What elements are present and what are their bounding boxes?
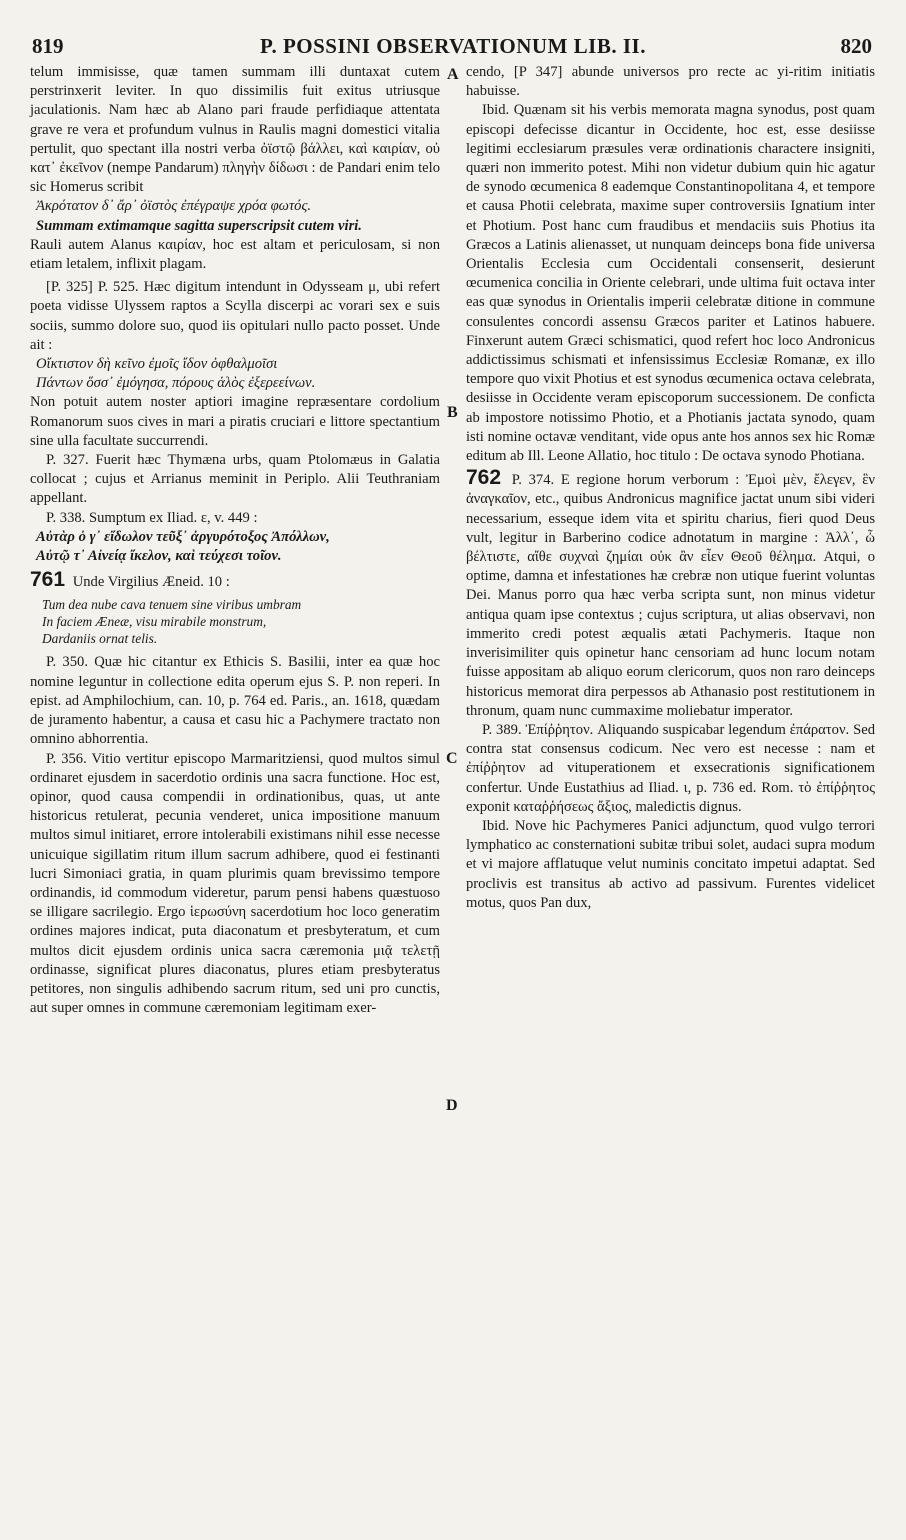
margin-marker-a: A [447, 66, 459, 83]
paragraph: cendo, [P 347] abunde universos pro recte ac yi-ritim initiatis habuisse. [466, 64, 875, 100]
section-number: 761 [30, 568, 66, 592]
paragraph: Rauli autem Alanus καιρίαν, hoc est altam et periculosam, si non etiam letalem, inflixit plagam. [30, 236, 440, 273]
paragraph: [P. 325] P. 525. Hæc digitum intendunt in Odysseam μ, ubi refert poeta vidisse Ulyssem raptos a Scylla discerpi ac vorari sex e suis sociis, summo dolore suo, quod iis opitulari nullo pacto posset. Unde ait : [30, 279, 440, 353]
page-number-left: 819 [32, 34, 64, 58]
greek-verse: Αὐτῷ τ᾽ Αἰνείᾳ ἴκελον, καὶ τεύχεσι τοῖον. [36, 548, 282, 565]
latin-quotation [30, 596, 440, 647]
paragraph: P. 389. Ἐπίῤῥητον. Aliquando suspicabar legendum ἐπάρατον. Sed contra stat consensus codicum. Nec vero est necesse : nam et ἐπίῤῥητον ad vituperationem et exsecrationis significationem confertur. Unde Eustathius ad Iliad. ι, p. 736 ed. Rom. τὸ ἐπίῤῥητος exponit καταῤῥήσεως ἄξιος, maledictis dignus. [466, 721, 875, 815]
greek-verse: Αὐτὰρ ὁ γ᾽ εἴδωλον τεῦξ᾽ ἀργυρότοξος Ἀπόλλων, [36, 528, 330, 545]
running-title: P. POSSINI OBSERVATIONUM LIB. II. [260, 34, 646, 58]
paragraph: Non potuit autem noster aptiori imagine repræsentare cordolium Romanorum suos cives in mari a piratis cruciari e littore spectantium sine ulla facultate succurrendi. [30, 394, 440, 449]
verse-line: Dardaniis ornat telis. [42, 631, 158, 647]
paragraph: P. 350. Quæ hic citantur ex Ethicis S. Basilii, inter ea quæ hoc nomine leguntur in collectione edita operum ejus S. P. non reperi. In epist. ad Amphilochium, can. 10, p. 764 ed. Paris., an. 1618, quædam de juramento habentur, a causa et casu hic a Pachymere tractato non omnino abhorrentia. [30, 654, 440, 748]
paragraph: P. 338. Sumptum ex Iliad. ε, v. 449 : [46, 509, 258, 526]
paragraph: P. 356. Vitio vertitur episcopo Marmaritziensi, quod multos simul ordinaret ejusdem in sacerdotio ordinis una sacra functione. Hoc est, opinor, quod causa compendii in ordinationibus, quas, ut ante historicus retulerat, pecunia venderet, unica impositione manuum multos simul initiaret, errore intolerabili existimans nihil esse necesse unicuique sigillatim ritum illum sacrum adhibere, quod ei festinanti lucri Simoniaci gratia, in quam plurimis quam brevissimo tempore ordinandis, id commodum videretur, parum pensi habens quæstuoso se illigare sacrilegio. Ergo ἱερωσύνη sacerdotium hoc loco generatim ordines majores indicat, puta diaconatum et presbyteratum, et cum multos dicit ejusdem ordinis unica sacra cæremonia μιᾷ τελετῇ ordinasse, significat plures diaconatus, plures etiam presbyteratus petitores, non singulis adhibendo sacrum ritum, sed uni pro cunctis, aut super omnes in commune cæremoniam legitimam exer- [30, 750, 440, 1017]
section-text: Unde Virgilius Æneid. 10 : [72, 574, 230, 591]
page-header [30, 34, 876, 62]
section-number: 762 [466, 466, 502, 490]
section-text: P. 374. E regione horum verborum : Ἐμοὶ μὲν, ἔλεγεν, ἓν ἀναγκαῖον, etc., quibus Andronicus magnifice jactat unum sibi videri necessarium, esseque idem vita et spiritu charius, fieri quod Deus vult, legitur in Barberino codice adnotatum in margine : Ἀλλ᾽, ὦ βέλτιστε, αἴθε συχναὶ ζημίαι οὐκ ἂν εἶεν Θεοῦ θέλημα. Atqui, o optime, damna et infestationes hæ crebræ non utique fuerint voluntas Dei. Manus porro qua hæc verba scripta sunt, non minus videtur antiqua quam ipse contextus ; cujus scriptura, ut alias observavi, non immerito credi potest æqualis ætati Pachymeris. Itaque non inverisimiliter quis opinetur hanc censoriam ad hunc locum notam fuisse appositam ab aliquo eorum clericorum, quos non raro deinceps historicus memorat dira perpessos ab Athanasio post restitutionem in thronum, quam nunc cummaxime moliebatur imperator. [466, 472, 875, 719]
left-column [30, 63, 440, 1018]
latin-verse: Summam extimamque sagitta superscripsit cutem viri. [36, 217, 362, 234]
section-762 [466, 468, 875, 721]
margin-marker-d: D [446, 1097, 458, 1114]
greek-verse: Πάντων ὅσσ᾽ ἐμόγησα, πόρους ἁλὸς ἐξερεείνων. [36, 375, 316, 392]
paragraph: Ibid. Quænam sit his verbis memorata magna synodus, post quam episcopi defecisse dicantur in Occidente, hoc est, esse desiisse legitimi ecclesiarum præsules veræ ordinationis charactere insigniti, quæri non immerito potest. Mihi non videtur dubium quin hic agatur de synodo œcumenica 8 eademque Constantinopolitana 4, et tempore et causa Photii celebrata, maxime super controversiis Ignatium inter et Photium. Post hanc cum fraudibus et mendaciis suis Photius ita Græcos a Latinis alienasset, ut nunquam deinceps bona fide universa Orientalis Ecclesia cum Occidentali consenserit, desierunt œcumenica concilia in Oriente celebrari, unde ultima fuit octava inter eas quæ synodus in Orientalis imperii celebratæ ditione in commune consulentes concordi assensu Græcos pariter et Latinos habuere. Finxerunt autem Græci schismatici, quod refert hoc loco Andronicus addictissimus schismati et infensissimus Ecclesiæ Romanæ, ex illo tempore quo vixit Photius et est synodus œcumenica octava celebrata, desiisse in Occidente veram episcoporum successionem. De conficta ab impostore notissimo Photio, et a Photianis jactata synodo, quam isti nomine octavæ venditant, vide opus ante hos annos sex hic Romæ editum ab Ill. Leone Allatio, hoc titulo : De octava synodo Photiana. [466, 102, 875, 465]
paragraph: P. 327. Fuerit hæc Thymæna urbs, quam Ptolomæus in Galatia collocat ; cujus et Arrianus meminit in Periplo. Alii Teuthraniam appellant. [30, 452, 440, 507]
verse-line: In faciem Æneæ, visu mirabile monstrum, [42, 614, 267, 630]
verse-line: Tum dea nube cava tenuem sine viribus umbram [42, 597, 302, 613]
margin-marker-b: B [447, 404, 458, 421]
greek-verse: Οἴκτιστον δὴ κεῖνο ἐμοῖς ἴδον ὀφθαλμοῖσι [36, 356, 278, 373]
section-761 [30, 570, 440, 592]
right-column [466, 63, 875, 913]
greek-verse: Ἀκρότατον δ᾽ ἄρ᾽ ὀϊστὸς ἐπέγραψε χρόα φωτός. [36, 198, 312, 215]
margin-marker-c: C [446, 750, 458, 767]
page-number-right: 820 [840, 34, 872, 58]
paragraph: telum immisisse, quæ tamen summam illi duntaxat cutem perstrinxerit leviter. In quo dissimilis fuit exitus utriusque jaculationis. Nam hæc ab Alano pari fraude perfidiaque attentata grave re vera et profundum vulnus in Raulis magni domestici vitalia pertulit, quo spectant illa nostri verba ὀϊστῷ βάλλει, καὶ καιρίαν, οὐ κατ᾽ ἐκεῖνον (nempe Pandarum) πληγὴν δίδωσι : de Pandari enim telo sic Homerus scribit [30, 64, 440, 196]
paragraph: Ibid. Nove hic Pachymeres Panici adjunctum, quod vulgo terrori lymphatico ac consternationi subitæ tribui solet, audaci supra modum et vi majore afflatuque velut numinis concitato impetui adaptat. Sed proclivis est transitus ab activo ad passivum. Furentes videlicet motus, quos Pan dux, [466, 817, 875, 911]
